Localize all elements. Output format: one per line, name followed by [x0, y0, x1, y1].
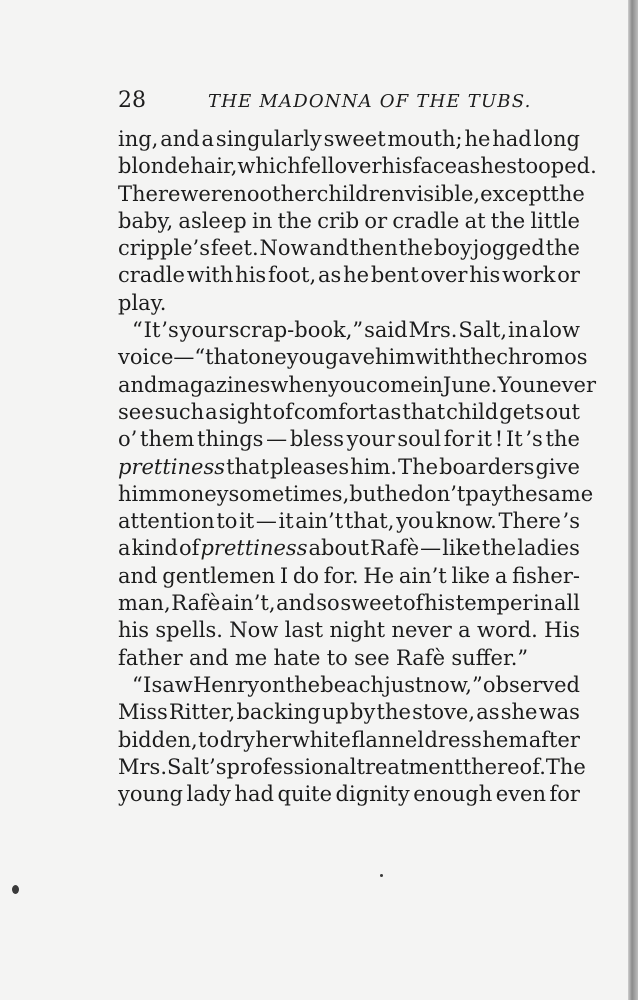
word: foot, [268, 263, 317, 288]
emphasized-word: prettiness [118, 454, 226, 479]
text-line [118, 590, 580, 617]
word: sweet [323, 127, 386, 151]
word: hem [482, 727, 529, 752]
word: so [316, 591, 340, 616]
word: Rafè [370, 536, 420, 561]
word: his [235, 263, 267, 288]
word: ain’t [295, 509, 344, 534]
text-line [118, 290, 580, 317]
word: young [118, 782, 183, 807]
word: backing [236, 700, 321, 725]
word: money [158, 481, 229, 506]
word: gets [499, 399, 545, 424]
word: just [384, 672, 424, 697]
word: cradle [118, 263, 185, 288]
word: a [205, 399, 218, 424]
word: work [502, 263, 556, 288]
text-line [118, 508, 580, 535]
word: his [381, 154, 413, 179]
word: with [186, 263, 234, 288]
word: children [316, 181, 405, 206]
word: give [535, 454, 580, 479]
word: saw [151, 672, 193, 697]
word: that [402, 399, 446, 424]
word: boarders [439, 454, 535, 479]
word: ’s [161, 318, 179, 343]
word: It [143, 318, 161, 343]
word: lady [186, 782, 232, 807]
word: bless [289, 427, 344, 452]
word: said [364, 318, 408, 343]
word: the [398, 236, 434, 261]
text-line [118, 344, 588, 371]
word: and [276, 591, 316, 616]
word: your [179, 318, 228, 343]
word: hair, [190, 154, 238, 179]
word: You [497, 372, 536, 397]
word: as [378, 399, 402, 424]
word: He [363, 563, 395, 588]
word: magazines [157, 372, 271, 397]
word: father [118, 645, 183, 670]
word: low [542, 318, 580, 343]
word: long [533, 127, 580, 151]
page-edge-shadow [628, 0, 638, 1000]
text-line [118, 617, 580, 644]
word: as [457, 154, 481, 179]
text-line [118, 699, 580, 726]
word [118, 454, 225, 481]
text-line [118, 426, 580, 453]
word: cripple’s [118, 236, 210, 261]
word: The [398, 454, 439, 479]
word: of [179, 536, 200, 561]
word: his [469, 263, 501, 288]
word: up [321, 700, 349, 725]
text-line [118, 727, 580, 754]
running-title: THE MADONNA OF THE TUBS. [208, 91, 532, 112]
word: observed [482, 672, 580, 697]
word: gave [324, 345, 376, 370]
word: word. [477, 618, 538, 643]
word: things [197, 427, 264, 452]
word: after [528, 727, 580, 752]
word: were [180, 181, 234, 206]
word: same [537, 481, 594, 506]
word: to [216, 509, 238, 534]
word: even [495, 782, 547, 807]
word: she [500, 700, 538, 725]
text-line [118, 563, 580, 590]
word: for [549, 782, 580, 807]
word: Salt’s [167, 754, 227, 779]
word: which [237, 154, 301, 179]
text-line [118, 262, 580, 289]
word: on [259, 672, 286, 697]
word: it [239, 509, 255, 534]
word: — [420, 536, 442, 561]
word: but [349, 481, 385, 506]
word: over [420, 263, 468, 288]
word: There [118, 181, 181, 206]
word: Henry [192, 672, 260, 697]
page-header [118, 88, 580, 118]
word: — [255, 509, 277, 534]
word: never [391, 618, 452, 643]
word: o’ [118, 427, 138, 452]
word: he [480, 154, 507, 179]
word: fell [300, 154, 335, 179]
word: to [198, 727, 220, 752]
word: singularly [215, 127, 322, 151]
word: like [442, 536, 481, 561]
word: flannel [351, 727, 425, 752]
word: — [266, 427, 288, 452]
word: he [343, 263, 370, 288]
word: stove, [412, 700, 475, 725]
word: her [255, 727, 292, 752]
word: His [544, 618, 580, 643]
word: had [234, 782, 275, 807]
text-line [118, 535, 580, 562]
word: feet. [210, 236, 259, 261]
word: now,” [423, 672, 483, 697]
word: pay [465, 481, 504, 506]
word: baby, [118, 208, 174, 233]
word: the [376, 700, 411, 725]
word: his [424, 591, 456, 616]
word: It [505, 427, 523, 452]
word: the [550, 181, 585, 206]
word: and [160, 127, 200, 151]
word: see [354, 645, 390, 670]
text-line [118, 399, 580, 426]
word: I [142, 672, 152, 697]
word: him. [350, 454, 398, 479]
word: There [498, 509, 561, 534]
word: and [118, 563, 158, 588]
word: and [189, 645, 229, 670]
word: kind [131, 536, 178, 561]
word: of [272, 399, 293, 424]
text-line [118, 372, 596, 399]
word: except [480, 181, 551, 206]
word: in [508, 318, 529, 343]
word: I [279, 563, 289, 588]
word: and [118, 372, 158, 397]
word: the [503, 481, 538, 506]
word: in [252, 208, 273, 233]
word: over [334, 154, 382, 179]
word: enough [413, 782, 493, 807]
text-line [118, 481, 594, 508]
word: as [476, 700, 500, 725]
word: play. [118, 290, 167, 315]
word: night [329, 618, 386, 643]
word: that [226, 454, 269, 479]
word: he [384, 481, 411, 506]
word: Now [259, 236, 309, 261]
text-line [118, 781, 580, 808]
word: ’s [525, 427, 543, 452]
word: of [403, 591, 424, 616]
word: he [464, 127, 491, 151]
word: or [364, 208, 388, 233]
word: fisher- [512, 563, 580, 588]
word: that [205, 345, 249, 370]
word: man, [118, 591, 171, 616]
word: for [443, 427, 475, 452]
body-text [118, 126, 597, 808]
word: a [529, 318, 542, 343]
word: dress [424, 727, 482, 752]
word: last [284, 618, 324, 643]
word: treatment [356, 754, 463, 779]
word: Rafè [396, 645, 446, 670]
word: you [396, 509, 435, 534]
text-line [118, 153, 597, 180]
word: you [286, 345, 325, 370]
word: then [349, 236, 398, 261]
word: Mrs. [118, 754, 167, 779]
word: asleep [178, 208, 247, 233]
word: dry [219, 727, 255, 752]
text-line [118, 454, 580, 481]
word: in [533, 591, 554, 616]
word: thereof. [462, 754, 546, 779]
word: your [346, 427, 395, 452]
word: such [154, 399, 205, 424]
text-line [118, 126, 580, 153]
word: beach [320, 672, 384, 697]
word: with [415, 345, 462, 370]
word: or [557, 263, 580, 288]
word: had [492, 127, 532, 151]
word: jogged [472, 236, 545, 261]
word: a [494, 563, 508, 588]
word: comfort [293, 399, 378, 424]
print-speck [380, 874, 383, 877]
word: professional [226, 754, 357, 779]
word: was [538, 700, 580, 725]
word: ladies [517, 536, 580, 561]
text-line [118, 754, 586, 781]
word [200, 535, 307, 562]
word: quite [277, 782, 333, 807]
word: chromos [496, 345, 588, 370]
word: spells. [155, 618, 223, 643]
word: to [326, 645, 348, 670]
word: as [317, 263, 342, 288]
word: ain’t [398, 563, 447, 588]
text-line [118, 645, 580, 672]
word: by [350, 700, 376, 725]
word: in [422, 372, 443, 397]
word: no [233, 181, 260, 206]
text-line [118, 317, 580, 344]
word: ing, [118, 127, 159, 151]
word: ’s [562, 509, 580, 534]
word: temper [455, 591, 533, 616]
print-speck [12, 885, 19, 894]
word: ! [494, 427, 504, 452]
word: one [248, 345, 287, 370]
word: voice [118, 345, 174, 370]
word: Salt, [458, 318, 508, 343]
word: all [554, 591, 580, 616]
text-line [118, 672, 580, 699]
word: know. [435, 509, 497, 534]
word: it [476, 427, 493, 452]
word: him [118, 481, 159, 506]
word: a [458, 618, 471, 643]
word: the [277, 208, 312, 233]
word: The [545, 754, 586, 779]
word: out [545, 399, 580, 424]
word: — [173, 345, 195, 370]
word: blonde [118, 154, 191, 179]
word: sight [218, 399, 272, 424]
word: attention [118, 509, 215, 534]
word: and [309, 236, 349, 261]
word: Rafè [171, 591, 221, 616]
word: visible, [404, 181, 481, 206]
word: the [490, 208, 526, 233]
word: Miss [118, 700, 168, 725]
word: a [118, 536, 131, 561]
word: scrap-book,” [228, 318, 364, 343]
word: child [446, 399, 499, 424]
word: suffer.” [451, 645, 529, 670]
page-number: 28 [118, 88, 146, 113]
word: Now [229, 618, 279, 643]
emphasized-word: prettiness [200, 536, 308, 561]
word: hate [273, 645, 321, 670]
word: face [412, 154, 458, 179]
word: “ [132, 672, 143, 697]
word: when [270, 372, 328, 397]
word: me [234, 645, 268, 670]
word: don’t [410, 481, 466, 506]
word: boy [433, 236, 472, 261]
word: sweet [340, 591, 403, 616]
word: stooped. [506, 154, 597, 179]
word: the [545, 236, 580, 261]
word: Mrs. [408, 318, 458, 343]
word: mouth; [387, 127, 463, 151]
word: other [259, 181, 317, 206]
word: him [375, 345, 416, 370]
word: white [291, 727, 351, 752]
word: pleases [270, 454, 350, 479]
word: little [530, 208, 580, 233]
word: cradle [392, 208, 460, 233]
word: “ [132, 318, 143, 343]
word: come [365, 372, 423, 397]
word: you [327, 372, 366, 397]
word: it [278, 509, 294, 534]
word: soul [397, 427, 442, 452]
word: at [464, 208, 486, 233]
word: that, [344, 509, 395, 534]
word: them [140, 427, 195, 452]
word: sometimes, [228, 481, 350, 506]
word: like [451, 563, 491, 588]
word: dignity [335, 782, 410, 807]
word: the [481, 536, 517, 561]
word: his [118, 618, 150, 643]
word: about [308, 536, 370, 561]
word: ain’t, [220, 591, 276, 616]
text-line [118, 235, 580, 262]
word: never [535, 372, 596, 397]
word: June. [442, 372, 498, 397]
word: bent [370, 263, 419, 288]
word: the [461, 345, 497, 370]
text-line [118, 208, 580, 235]
word: the [285, 672, 321, 697]
word: see [118, 399, 154, 424]
word: gentlemen [162, 563, 276, 588]
word: a [201, 127, 215, 151]
text-line [118, 181, 585, 208]
word: bidden, [118, 727, 198, 752]
word: “ [194, 345, 206, 370]
word: the [545, 427, 580, 452]
word: for. [323, 563, 359, 588]
word: Ritter, [169, 700, 236, 725]
word: do [292, 563, 319, 588]
word: crib [317, 208, 360, 233]
